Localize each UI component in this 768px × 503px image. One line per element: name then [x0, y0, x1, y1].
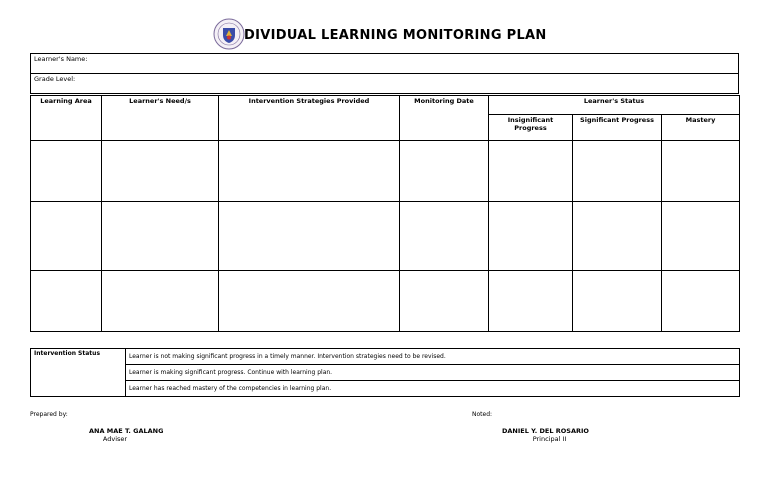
- table-cell[interactable]: [400, 202, 489, 271]
- table-cell[interactable]: [400, 141, 489, 202]
- noted-label: Noted:: [472, 411, 493, 418]
- noter-role: Principal II: [532, 435, 567, 443]
- table-cell[interactable]: [662, 141, 740, 202]
- table-cell[interactable]: [662, 271, 740, 332]
- learner-name-field[interactable]: [31, 54, 739, 74]
- deped-seal-icon: [213, 18, 245, 50]
- table-cell[interactable]: [219, 271, 400, 332]
- monitoring-plan-table: [30, 95, 740, 332]
- table-cell[interactable]: [219, 202, 400, 271]
- legend-row-revise: Learner is not making significant progress in a timely manner. Intervention strategies need to be revised.: [126, 349, 740, 365]
- table-cell[interactable]: [31, 271, 102, 332]
- header-significant-progress: Significant Progress: [573, 115, 662, 141]
- table-cell[interactable]: [102, 271, 219, 332]
- header-mastery: Mastery: [662, 115, 740, 141]
- table-row: [31, 202, 740, 271]
- table-cell[interactable]: [102, 202, 219, 271]
- learner-name-label: Learner's Name:: [34, 55, 88, 63]
- table-cell[interactable]: [31, 141, 102, 202]
- legend-row-mastery: Learner has reached mastery of the competencies in learning plan.: [126, 381, 740, 397]
- preparer-name: ANA MAE T. GALANG: [89, 427, 164, 435]
- table-cell[interactable]: [489, 141, 573, 202]
- preparer-role: Adviser: [102, 435, 128, 443]
- table-cell[interactable]: [573, 202, 662, 271]
- table-cell[interactable]: [102, 141, 219, 202]
- learner-info-table: [30, 53, 739, 94]
- legend-label: Intervention Status: [31, 349, 126, 397]
- legend-row-continue: Learner is making significant progress. Continue with learning plan.: [126, 365, 740, 381]
- table-cell[interactable]: [489, 271, 573, 332]
- table-cell[interactable]: [662, 202, 740, 271]
- header-learners-status: Learner's Status: [489, 96, 740, 115]
- prepared-by-label: Prepared by:: [30, 411, 68, 418]
- noter-name: DANIEL Y. DEL ROSARIO: [502, 427, 589, 435]
- header-intervention-strategies: Intervention Strategies Provided: [219, 96, 400, 141]
- table-cell[interactable]: [573, 271, 662, 332]
- table-cell[interactable]: [400, 271, 489, 332]
- intervention-status-legend: [30, 348, 740, 397]
- document-header: [0, 18, 768, 52]
- header-learners-needs: Learner's Need/s: [102, 96, 219, 141]
- grade-level-label: Grade Level:: [34, 75, 76, 83]
- header-learning-area: Learning Area: [31, 96, 102, 141]
- table-cell[interactable]: [489, 202, 573, 271]
- header-monitoring-date: Monitoring Date: [400, 96, 489, 141]
- header-insignificant-progress: Insignificant Progress: [489, 115, 573, 141]
- table-row: [31, 271, 740, 332]
- grade-level-field[interactable]: [31, 74, 739, 94]
- table-cell[interactable]: [573, 141, 662, 202]
- table-cell[interactable]: [219, 141, 400, 202]
- table-row: [31, 141, 740, 202]
- table-cell[interactable]: [31, 202, 102, 271]
- document-title: DIVIDUAL LEARNING MONITORING PLAN: [244, 28, 547, 43]
